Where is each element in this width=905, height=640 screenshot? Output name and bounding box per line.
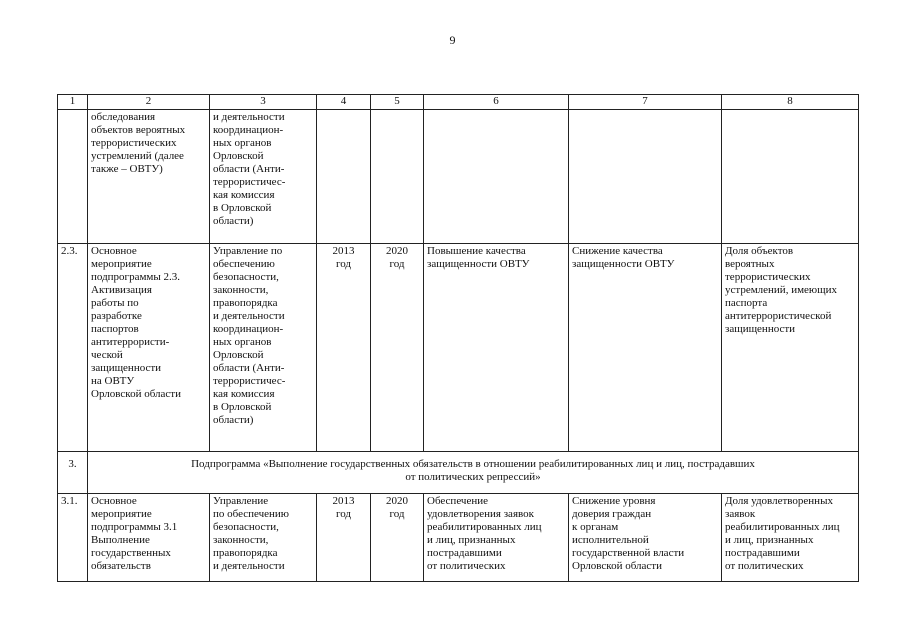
cell-start-year: 2013 год (317, 494, 371, 582)
cell-executor (210, 494, 317, 582)
subprogram-row-3 (58, 452, 859, 494)
cell-indicator (722, 494, 859, 582)
cell-expected-result-text: Обеспечение удовлетворения заявок реабилитированных лиц и лиц, признанных пострадавшими от политических (427, 495, 542, 572)
cell-expected-result: Повышение качества защищенности ОВТУ (424, 244, 569, 452)
cell-executor: Управление по обеспечению безопасности, законности, правопорядка и деятельности координацион- ных органов Орловской области (Анти- террористичес- кая комиссия в Орловской области) (210, 244, 317, 452)
cell-consequences (569, 110, 722, 244)
cell-executor-text: Управление по обеспечению безопасности, законности, правопорядка и деятельности (213, 495, 290, 572)
col-number-6: 6 (424, 95, 569, 110)
cell-expected-result (424, 110, 569, 244)
col-number-4: 4 (317, 95, 371, 110)
cell-start-year: 2013 год (317, 244, 371, 452)
col-number-1: 1 (58, 95, 88, 110)
cell-index (58, 110, 88, 244)
table-row-3-1 (58, 494, 859, 582)
cell-measure: обследования объектов вероятных террористических устремлений (далее также – ОВТУ) (88, 110, 210, 244)
cell-end-year (371, 110, 424, 244)
cell-index: 3. (58, 452, 88, 494)
cell-consequences: Снижение качества защищенности ОВТУ (569, 244, 722, 452)
cell-end-year: 2020 год (371, 494, 424, 582)
cell-index: 2.3. (58, 244, 88, 452)
cell-executor: и деятельности координацион- ных органов Орловской области (Анти- террористичес- кая комиссия в Орловской области) (210, 110, 317, 244)
cell-measure: Основное мероприятие подпрограммы 2.3. Активизация работы по разработке паспортов антитеррористи- ческой защищенности на ОВТУ Орловской области (88, 244, 210, 452)
cell-end-year: 2020 год (371, 244, 424, 452)
cell-measure (88, 494, 210, 582)
col-number-7: 7 (569, 95, 722, 110)
cell-indicator-text: Доля удовлетворенных заявок реабилитированных лиц и лиц, признанных пострадавшими от политических (725, 495, 840, 572)
cell-consequences-text: Снижение уровня доверия граждан к органам исполнительной государственной власти Орловской области (572, 495, 685, 572)
col-number-2: 2 (88, 95, 210, 110)
cell-indicator (722, 110, 859, 244)
table-row-continued (58, 110, 859, 244)
subprogram-title: Подпрограмма «Выполнение государственных обязательств в отношении реабилитированных лиц и лиц, пострадавших от политических репрессий» (88, 452, 859, 494)
col-number-3: 3 (210, 95, 317, 110)
col-number-5: 5 (371, 95, 424, 110)
cell-indicator: Доля объектов вероятных террористических устремлений, имеющих паспорта антитеррористической защищенности (722, 244, 859, 452)
cell-start-year (317, 110, 371, 244)
col-number-8: 8 (722, 95, 859, 110)
header-row (58, 95, 859, 110)
program-table (57, 94, 859, 582)
cell-consequences (569, 494, 722, 582)
cell-index: 3.1. (58, 494, 88, 582)
cell-measure-text: Основное мероприятие подпрограммы 3.1 Выполнение государственных обязательств (91, 495, 178, 572)
page-number: 9 (449, 33, 456, 47)
table-row-2-3 (58, 244, 859, 452)
cell-expected-result (424, 494, 569, 582)
